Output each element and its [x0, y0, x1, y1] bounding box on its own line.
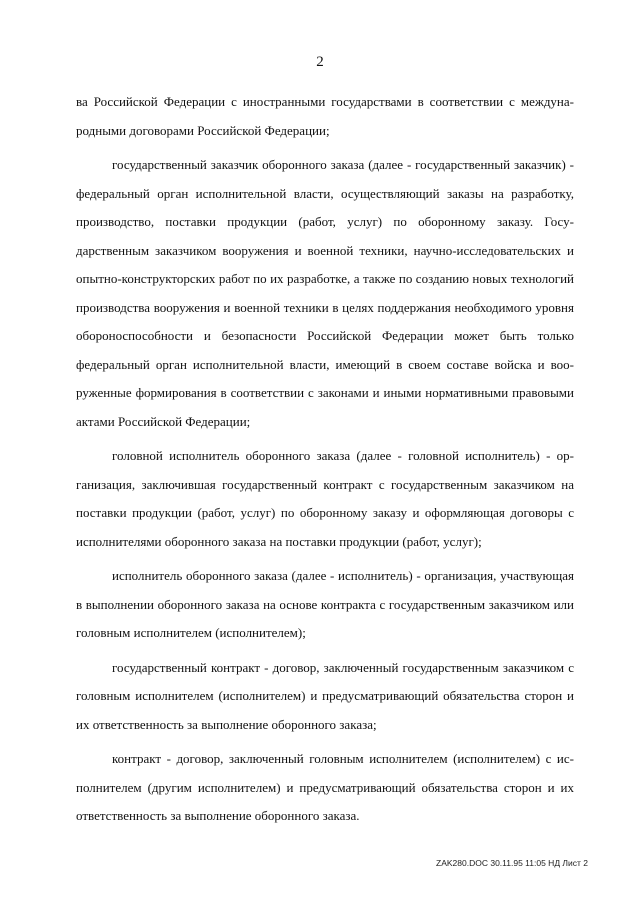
paragraph-contractor: исполнитель оборонного заказа (далее - исполнитель) - организация, участвующая в выполнении оборонного заказа на основе контракта с государственным заказчиком или головным исполнителем (исполнителем);: [76, 568, 574, 640]
page-footer: ZAK280.DOC 30.11.95 11:05 НД Лист 2: [436, 858, 588, 868]
paragraph-lead-contractor: головной исполнитель оборонного заказа (далее - головной исполнитель) - организация, заключившая государственный контракт с государственным заказчиком на поставки продукции (работ, услуг) по оборонному заказу и оформляющая договоры с исполнителями оборонного заказа на поставки продукции (работ, услуг);: [76, 448, 574, 549]
paragraph-continuation: ва Российской Федерации с иностранными государствами в соответствии с международными договорами Российской Федерации;: [76, 94, 574, 138]
paragraph-contract: контракт - договор, заключенный головным исполнителем (исполнителем) с исполнителем (другим исполнителем) и предусматривающий обязательства сторон и их ответственность за выполнение оборонного заказа.: [76, 751, 574, 823]
paragraph-state-contract: государственный контракт - договор, заключенный государственным заказчиком с головным исполнителем (исполнителем) и предусматривающий обязательства сторон и их ответственность за выполнение оборонного заказа;: [76, 659, 574, 732]
paragraph-state-customer: государственный заказчик оборонного заказа (далее - государственный заказчик) - федеральный орган исполнительной власти, осуществляющий заказы на разработку, производство, поставки продукции (работ, услуг) по оборонному заказу. Государственным заказчиком вооружения и военной техники, научно-исследовательских и опытно-конструкторских работ по их разработке, а также по созданию новых технологий производства вооружения и военной техники в целях поддержания необходимого уровня обороноспособности и безопасности Российской Федерации может быть только федеральный орган исполнительной власти, имеющий в своем составе войска и вооруженные формирования в соответствии с законами и иными нормативными правовыми актами Российской Федерации;: [76, 157, 574, 429]
document-body: [76, 88, 574, 837]
page-number: 2: [316, 54, 324, 70]
